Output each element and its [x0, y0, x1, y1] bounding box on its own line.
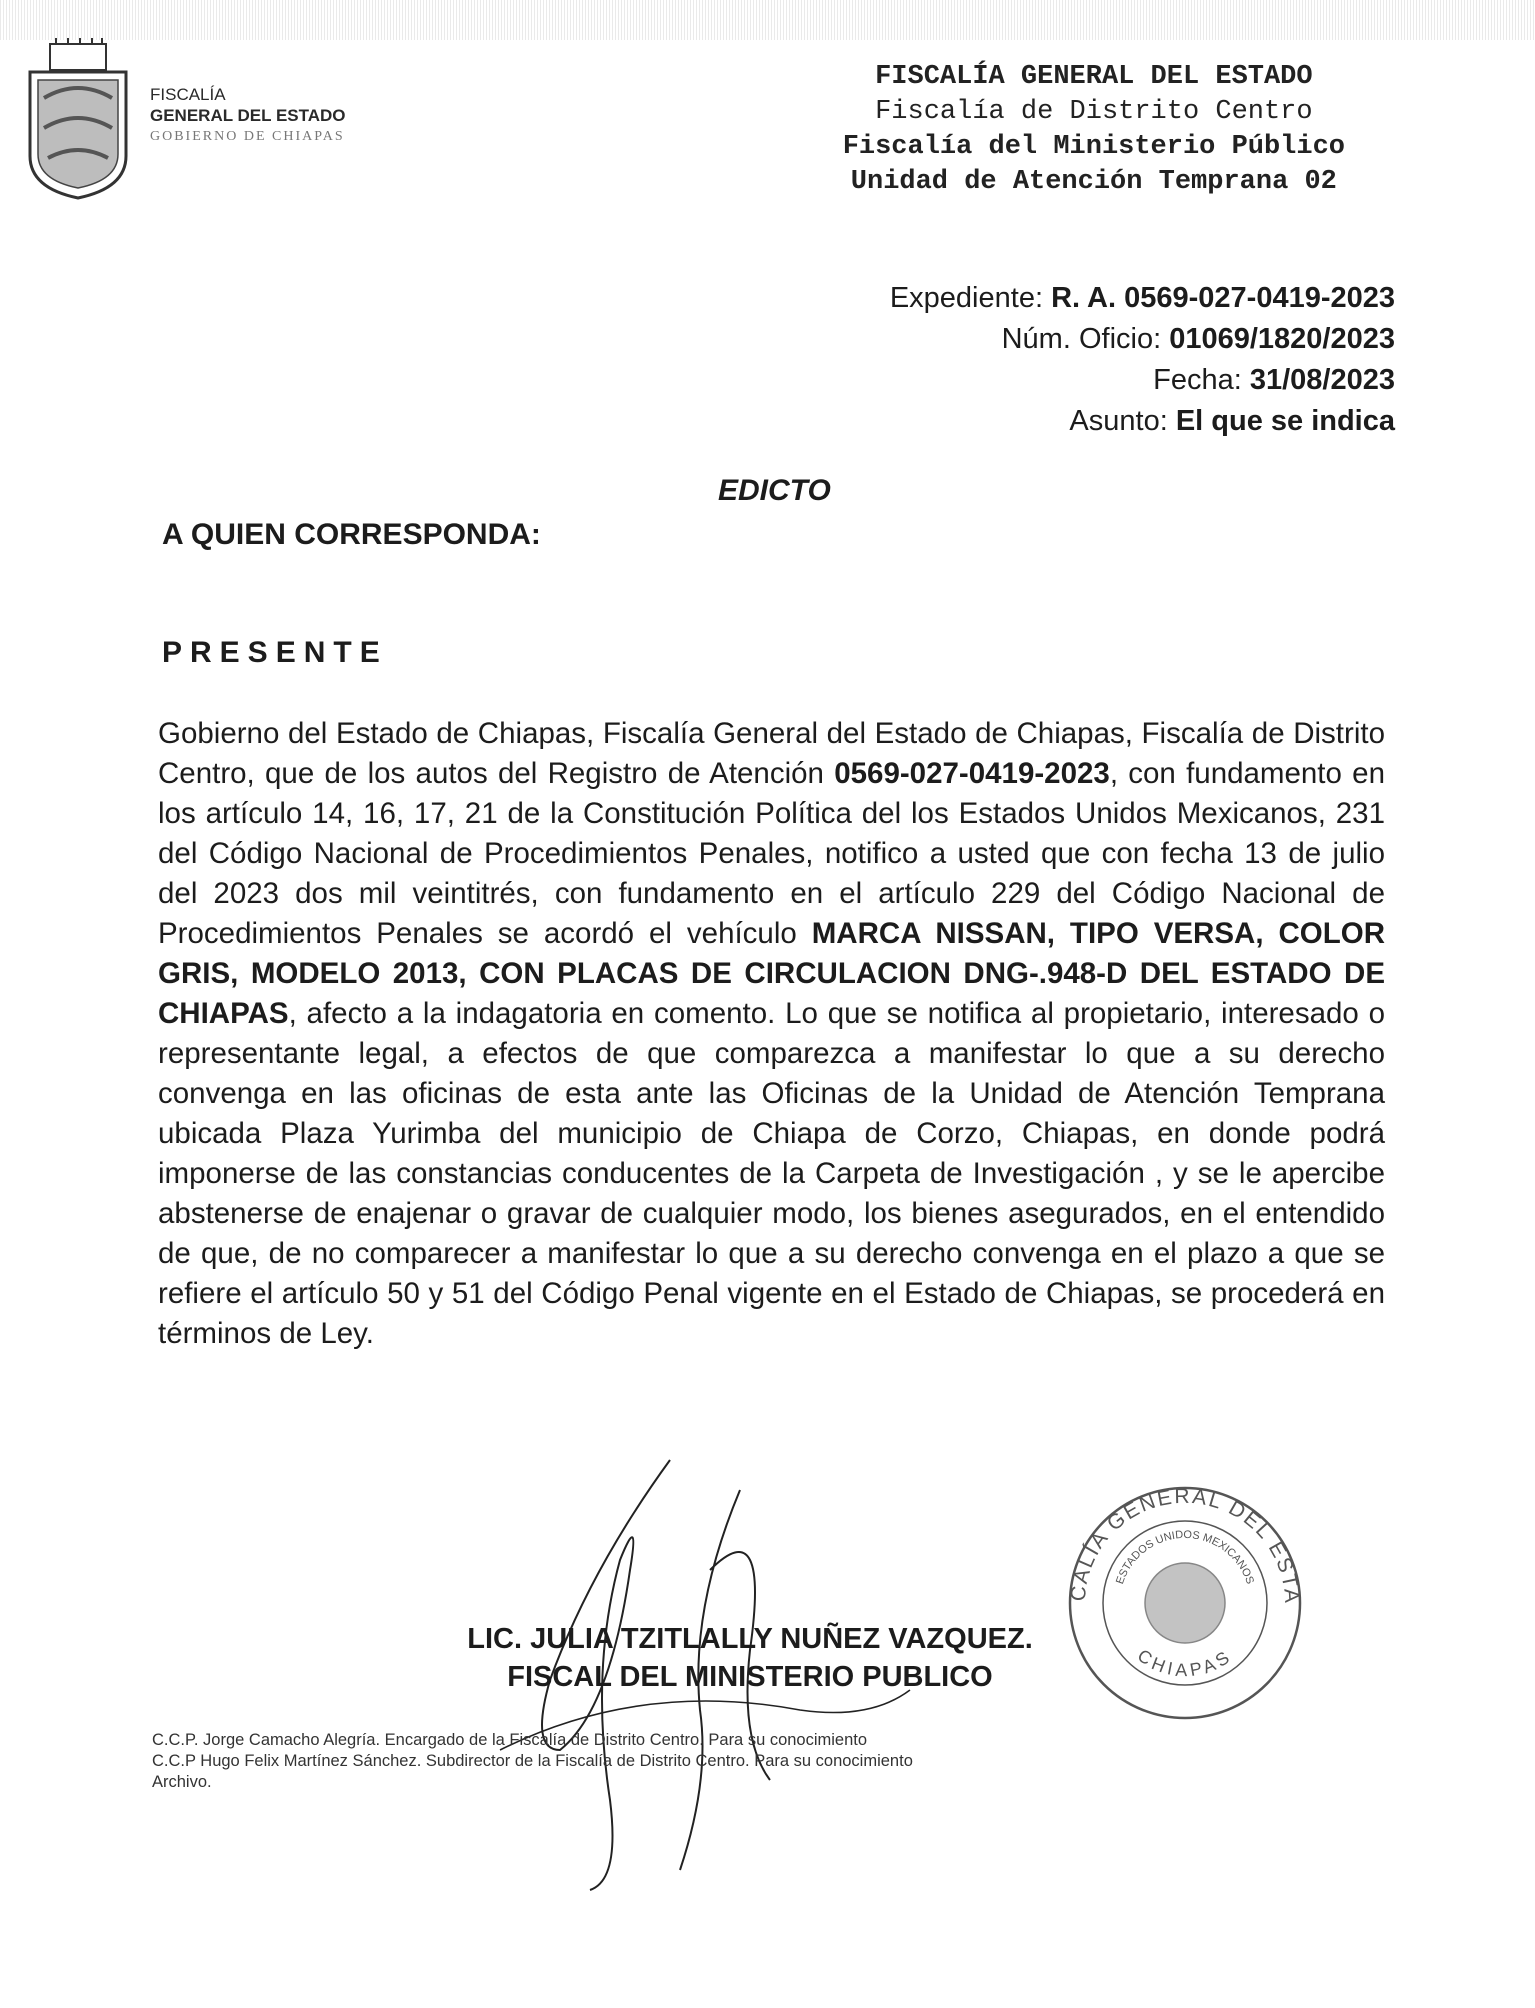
asunto-row — [890, 401, 1395, 442]
registro-number: 0569-027-0419-2023 — [834, 757, 1110, 790]
logo-line-3: GOBIERNO DE CHIAPAS — [150, 129, 345, 144]
body-part-1: Gobierno del Estado de Chiapas, Fiscalía General del Estado de Chiapas, Fiscalía de Distrito Centro, que de los autos del Registro de Atención — [158, 717, 1385, 790]
addressee: A QUIEN CORRESPONDA: — [162, 518, 541, 551]
logo-line-2: GENERAL DEL ESTADO — [150, 106, 346, 125]
logo-text — [150, 84, 346, 147]
signer-name: LIC. JULIA TZITLALLY NUÑEZ VAZQUEZ. — [467, 1623, 1033, 1655]
ccp-line-1: C.C.P. Jorge Camacho Alegría. Encargado de la Fiscalía de Distrito Centro. Para su conocimiento — [152, 1731, 868, 1749]
fecha-label: Fecha: — [1153, 364, 1242, 396]
signature-block — [300, 1620, 1200, 1696]
oficio-value: 01069/1820/2023 — [1169, 323, 1395, 355]
expediente-row — [890, 278, 1395, 319]
presente-heading: PRESENTE — [162, 636, 388, 669]
header-line-4: Unidad de Atención Temprana 02 — [850, 167, 1337, 197]
asunto-value: El que se indica — [1175, 405, 1395, 437]
expediente-value: R. A. 0569-027-0419-2023 — [1051, 282, 1395, 314]
ccp-line-2: C.C.P Hugo Felix Martínez Sánchez. Subdirector de la Fiscalía de Distrito Centro. Para su conocimiento — [152, 1752, 913, 1770]
signer-title: FISCAL DEL MINISTERIO PUBLICO — [507, 1661, 993, 1693]
fecha-row — [890, 360, 1395, 401]
vehicle-description: MARCA NISSAN, TIPO VERSA, COLOR GRIS, MODELO 2013, CON PLACAS DE CIRCULACION DNG-.948-D DEL ESTADO DE CHIAPAS — [158, 917, 1385, 1030]
header-line-3: Fiscalía del Ministerio Público — [842, 132, 1345, 162]
document-title: EDICTO — [718, 474, 831, 507]
document-meta — [890, 278, 1395, 442]
header-line-2: Fiscalía de Distrito Centro — [875, 97, 1313, 127]
oficio-label: Núm. Oficio: — [1001, 323, 1162, 355]
logo-line-1: FISCALÍA — [150, 85, 226, 104]
stamp-bottom-text: CHIAPAS — [1133, 1645, 1237, 1681]
scan-edge — [0, 0, 1535, 40]
header-line-1: FISCALÍA GENERAL DEL ESTADO — [875, 62, 1313, 92]
oficio-row — [890, 319, 1395, 360]
stamp-outer-text: CALÍA GENERAL DEL ESTA — [1066, 1484, 1304, 1606]
fecha-value: 31/08/2023 — [1249, 364, 1395, 396]
expediente-label: Expediente: — [889, 282, 1043, 314]
body-part-3: , afecto a la indagatoria en comento. Lo que se notifica al propietario, interesado o representante legal, a efectos de que comparezca a manifestar lo que a su derecho convenga en las oficinas de esta ante las Oficinas de la Unidad de Atención Temprana ubicada Plaza Yurimba del municipio de Chiapa de Corzo, Chiapas, en donde podrá imponerse de las constancias conducentes de la Carpeta de Investigación , y se le apercibe abstenerse de enajenar o gravar de cualquier modo, los bienes asegurados, en el entendido de que, de no comparecer a manifestar lo que a su derecho convenga en el plazo a que se refiere el artículo 50 y 51 del Código Penal vigente en el Estado de Chiapas, se procederá en términos de Ley. — [158, 997, 1385, 1350]
body-paragraph — [158, 714, 1385, 1354]
stamp-inner-text: ESTADOS UNIDOS MEXICANOS — [1114, 1528, 1256, 1586]
coat-of-arms-logo — [22, 38, 134, 202]
asunto-label: Asunto: — [1069, 405, 1168, 437]
body-part-2: , con fundamento en los artículo 14, 16, 17, 21 de la Constitución Política del los Estados Unidos Mexicanos, 231 del Código Nacional de Procedimientos Penales, notifico a usted que con fecha 13 de julio del 2023 dos mil veintitrés, con fundamento en el artículo 229 del Código Nacional de Procedimientos Penales se acordó el vehículo — [158, 757, 1385, 950]
ccp-line-3: Archivo. — [152, 1773, 212, 1791]
carbon-copy-list — [152, 1730, 913, 1793]
letterhead — [843, 60, 1345, 200]
